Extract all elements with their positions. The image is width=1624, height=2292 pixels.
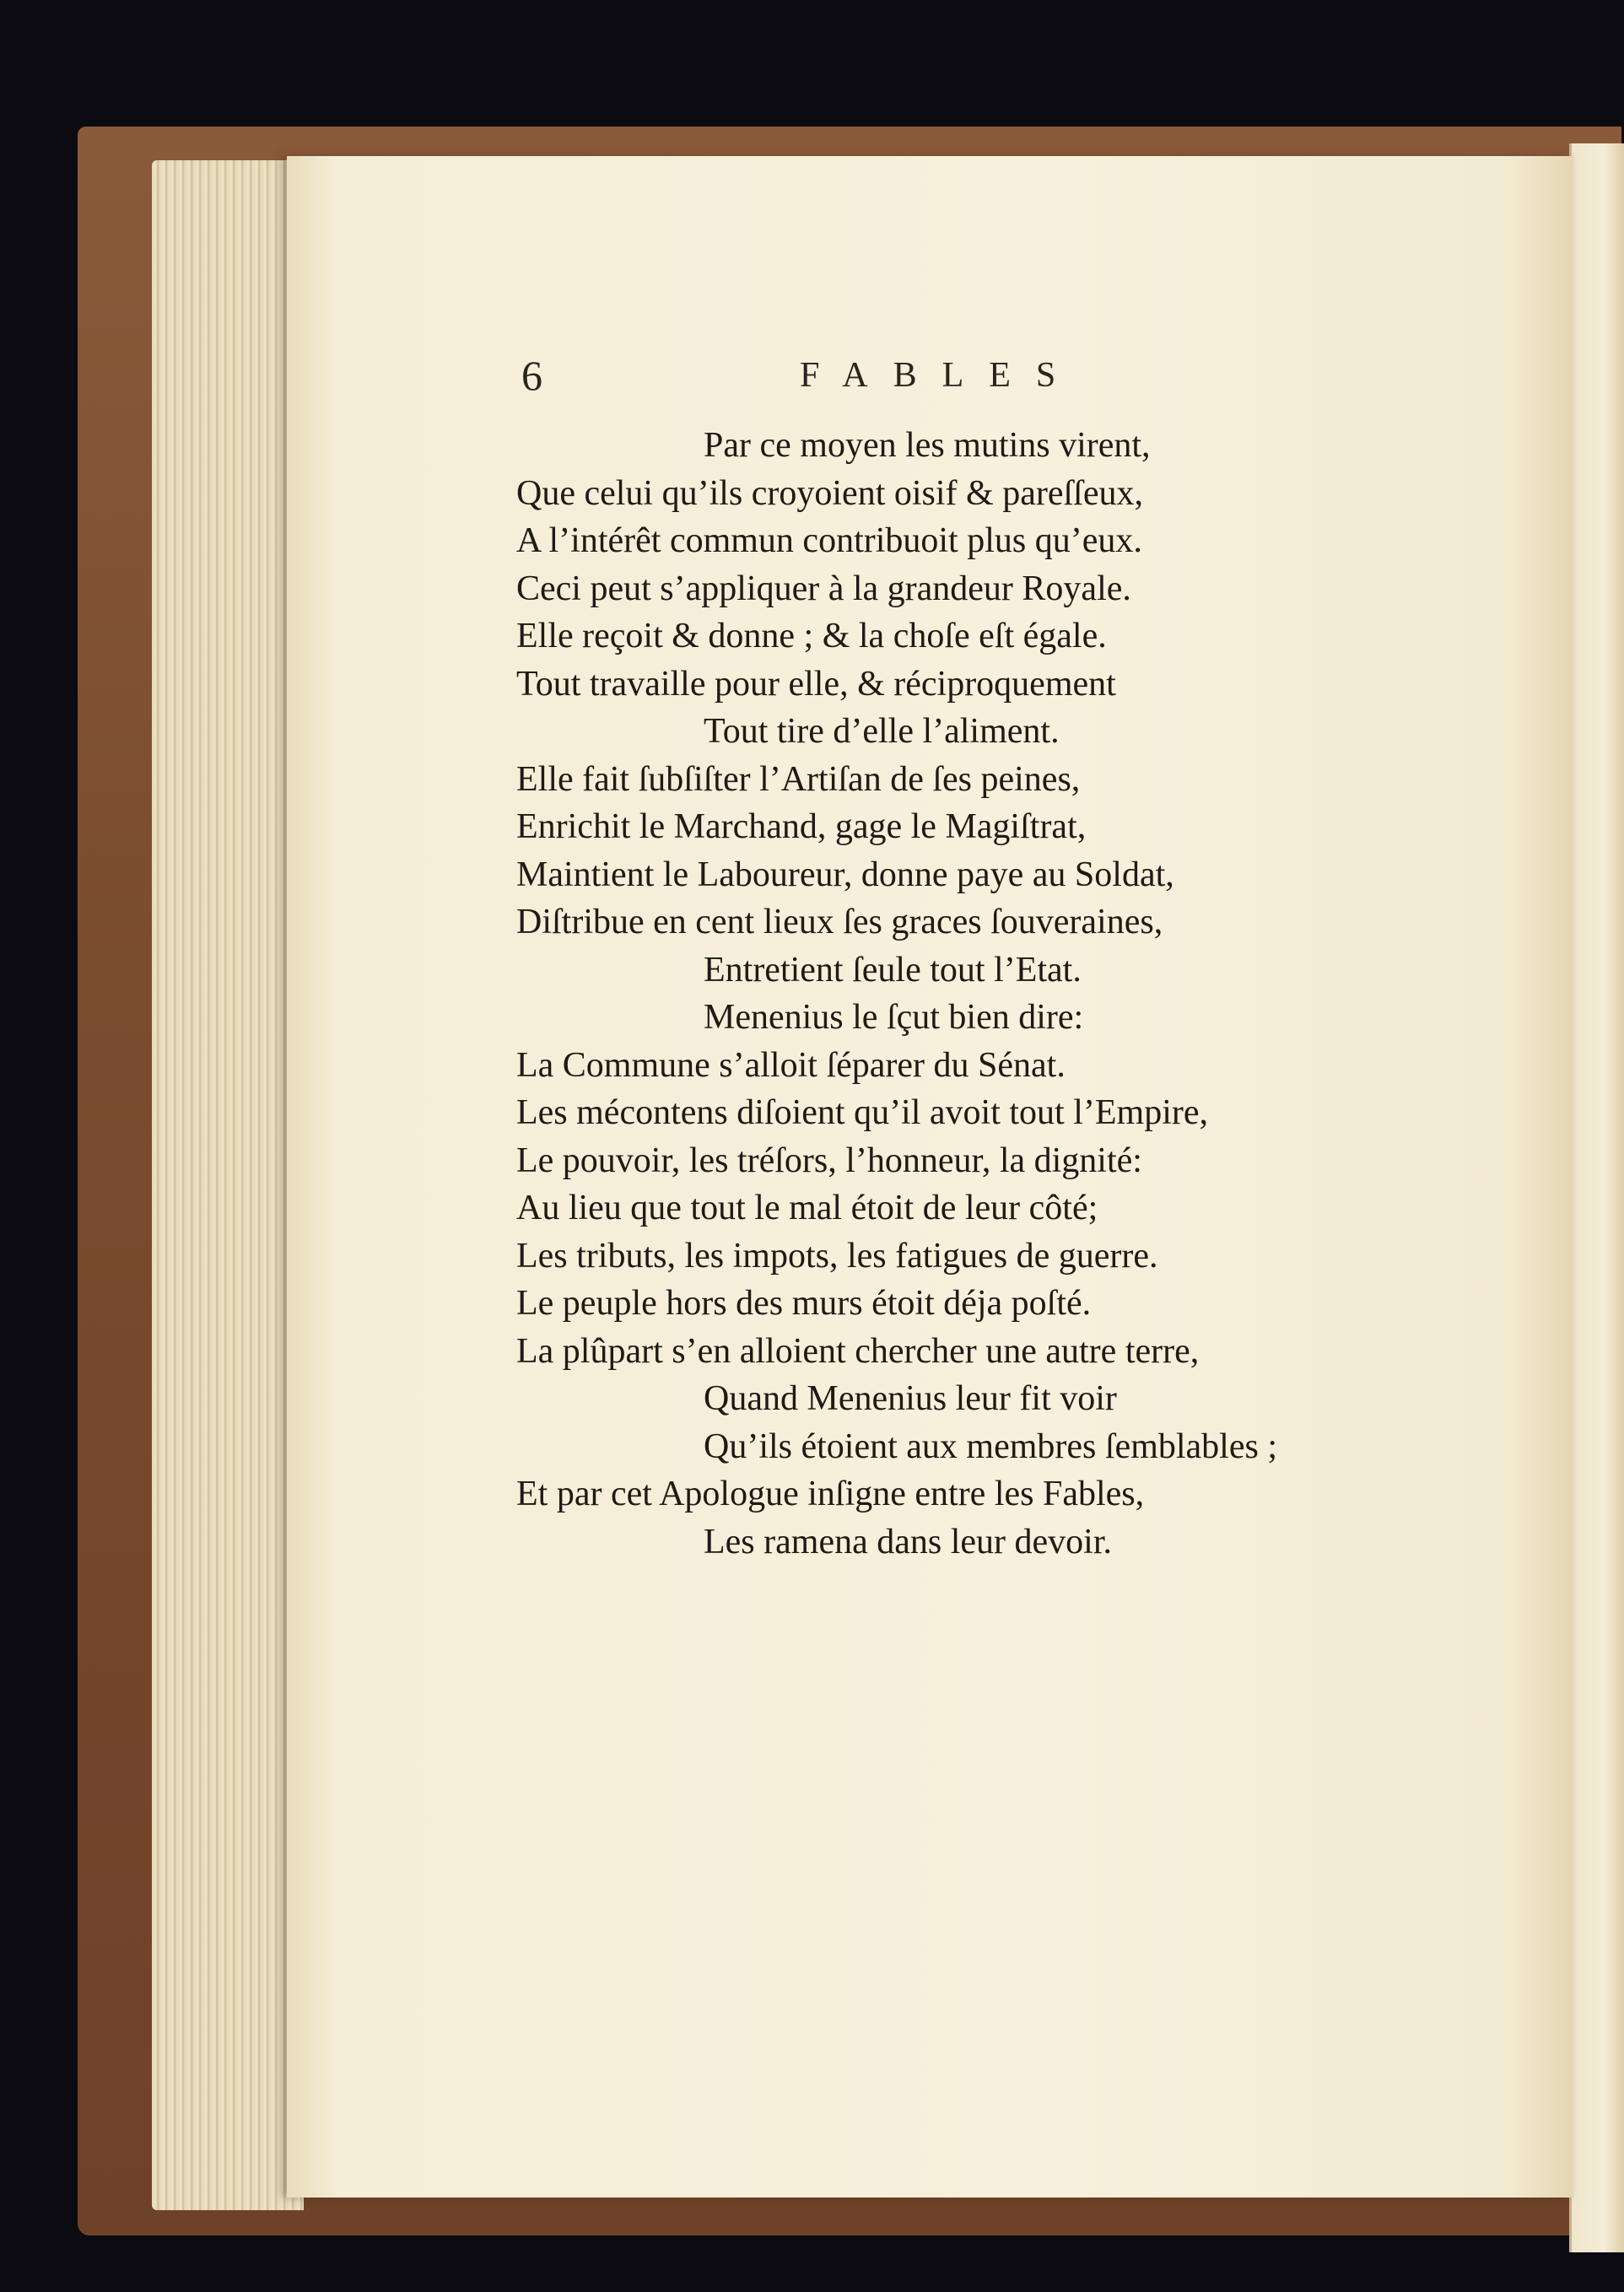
poem-line: Tout tire d’elle l’aliment. [704, 712, 1060, 751]
poem-line: Que celui qu’ils croyoient oisif & pareſſeux, [516, 473, 1143, 513]
poem-line: Menenius le ſçut bien dire: [704, 998, 1084, 1037]
poem-line: Au lieu que tout le mal étoit de leur côté; [516, 1189, 1098, 1227]
page-stack [152, 160, 304, 2210]
running-head: FABLES [800, 356, 1082, 395]
poem-line: Les mécontens diſoient qu’il avoit tout l’Empire, [516, 1093, 1208, 1132]
poem-line: Qu’ils étoient aux membres ſemblables ; [704, 1426, 1277, 1466]
poem-line: Les ramena dans leur devoir. [704, 1522, 1112, 1561]
poem-line: Et par cet Apologue inſigne entre les Fables, [516, 1475, 1145, 1513]
poem-line: La Commune s’alloit ſéparer du Sénat. [516, 1045, 1066, 1085]
page-number: 6 [521, 352, 542, 399]
poem-line: Maintient le Laboureur, donne paye au Soldat, [516, 855, 1174, 894]
poem-line: Le peuple hors des murs étoit déja poſté. [516, 1284, 1092, 1323]
poem-line: Elle reçoit & donne ; & la choſe eſt égale. [516, 617, 1107, 655]
poem-line: Le pouvoir, les tréſors, l’honneur, la dignité: [516, 1141, 1142, 1180]
poem-line: Par ce moyen les mutins virent, [704, 426, 1151, 465]
poem-line: Les tributs, les impots, les fatigues de guerre. [516, 1236, 1158, 1275]
poem-line: Elle fait ſubſiſter l’Artiſan de ſes peines, [516, 759, 1081, 799]
poem-line: Ceci peut s’appliquer à la grandeur Royale. [516, 569, 1131, 608]
poem-line: Tout travaille pour elle, & réciproquement [516, 664, 1116, 704]
poem-line: Quand Menenius leur fit voir [704, 1379, 1117, 1418]
poem-line: Enrichit le Marchand, gage le Magiſtrat, [516, 807, 1087, 846]
poem-line: La plûpart s’en alloient chercher une autre terre, [516, 1331, 1200, 1371]
facing-page-edge [1569, 143, 1624, 2252]
poem-line: A l’intérêt commun contribuoit plus qu’eux. [516, 521, 1142, 560]
poem-line: Entretient ſeule tout l’Etat. [704, 950, 1082, 990]
poem-line: Diſtribue en cent lieux ſes graces ſouveraines, [516, 903, 1163, 941]
poem-text [516, 422, 1444, 1566]
